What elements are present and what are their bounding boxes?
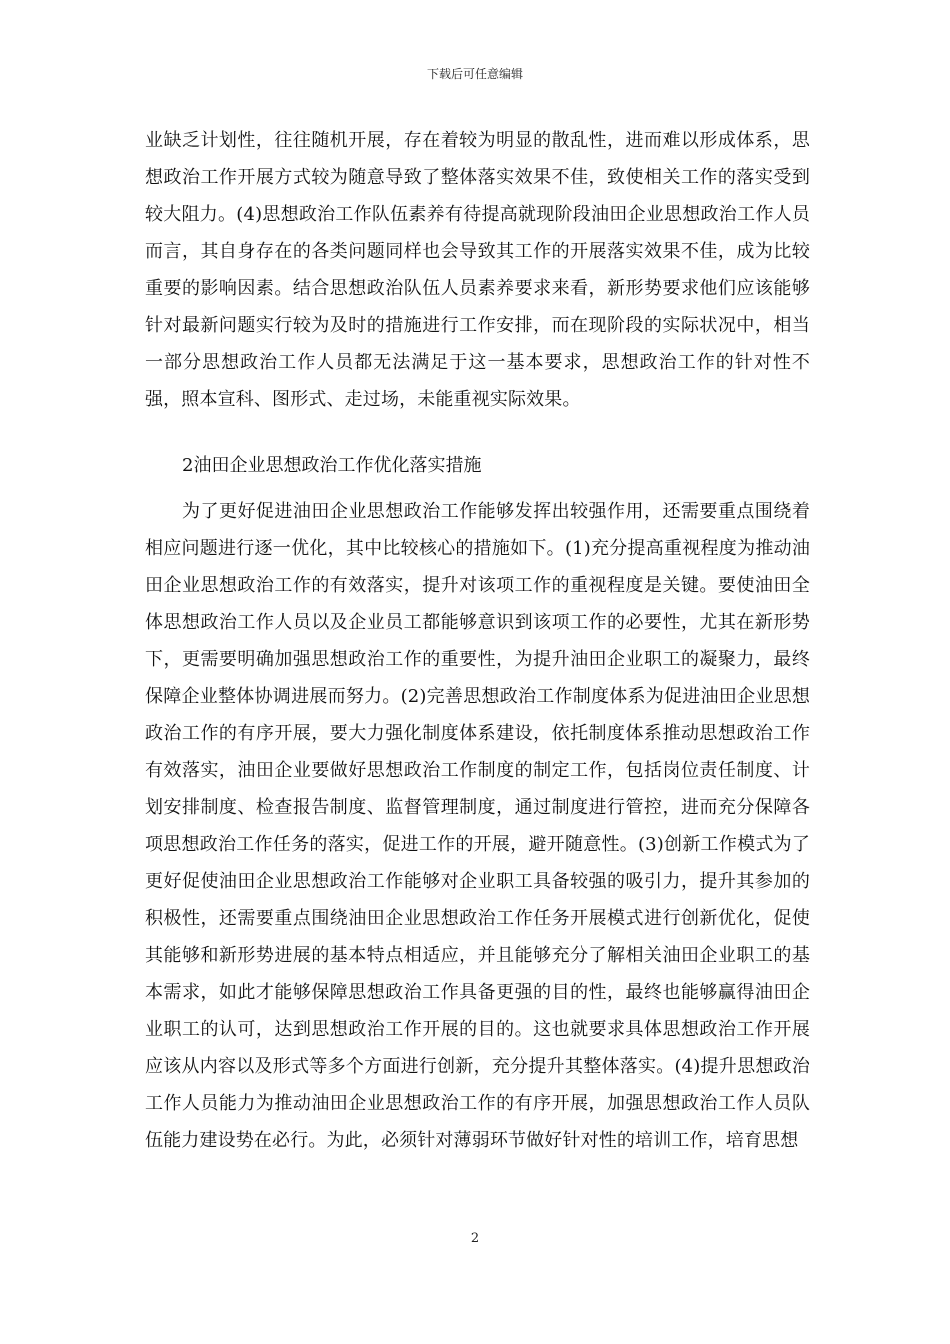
paragraph-measures: 为了更好促进油田企业思想政治工作能够发挥出较强作用，还需要重点围绕着相应问题进行逐一优化，其中比较核心的措施如下。(1)充分提高重视程度为推动油田企业思想政治工作的有效落实，提升对该项工作的重视程度是关键。要使油田全体思想政治工作人员以及企业员工都能够意识到该项工作的必要性，尤其在新形势下，更需要明确加强思想政治工作的重要性，为提升油田企业职工的凝聚力，最终保障企业整体协调进展而努力。(2)完善思想政治工作制度体系为促进油田企业思想政治工作的有序开展，要大力强化制度体系建设，依托制度体系推动思想政治工作有效落实，油田企业要做好思想政治工作制度的制定工作，包括岗位责任制度、计划安排制度、检查报告制度、监督管理制度，通过制度进行管控，进而充分保障各项思想政治工作任务的落实，促进工作的开展，避开随意性。(3)创新工作模式为了更好促使油田企业思想政治工作能够对企业职工具备较强的吸引力，提升其参加的积极性，还需要重点围绕油田企业思想政治工作任务开展模式进行创新优化，促使其能够和新形势进展的基本特点相适应，并且能够充分了解相关油田企业职工的基本需求，如此才能够保障思想政治工作具备更强的目的性，最终也能够赢得油田企业职工的认可，达到思想政治工作开展的目的。这也就要求具体思想政治工作开展应该从内容以及形式等多个方面进行创新，充分提升其整体落实。(4)提升思想政治工作人员能力为推动油田企业思想政治工作的有序开展，加强思想政治工作人员队伍能力建设势在必行。为此，必须针对薄弱环节做好针对性的培训工作，培育思想 — [145, 501, 810, 1151]
page-header: 下载后可任意编辑 — [426, 67, 523, 81]
page-number: 2 — [470, 1231, 480, 1246]
paragraph-continuation: 业缺乏计划性，往往随机开展，存在着较为明显的散乱性，进而难以形成体系，思想政治工作开展方式较为随意导致了整体落实效果不佳，致使相关工作的落实受到较大阻力。(4)思想政治工作队伍素养有待提高就现阶段油田企业思想政治工作人员而言，其自身存在的各类问题同样也会导致其工作的开展落实效果不佳，成为比较重要的影响因素。结合思想政治队伍人员素养要求来看，新形势要求他们应该能够针对最新问题实行较为及时的措施进行工作安排，而在现阶段的实际状况中，相当一部分思想政治工作人员都无法满足于这一基本要求，思想政治工作的针对性不强，照本宣科、图形式、走过场，未能重视实际效果。 — [145, 130, 810, 410]
section-heading: 2油田企业思想政治工作优化落实措施 — [182, 455, 482, 476]
